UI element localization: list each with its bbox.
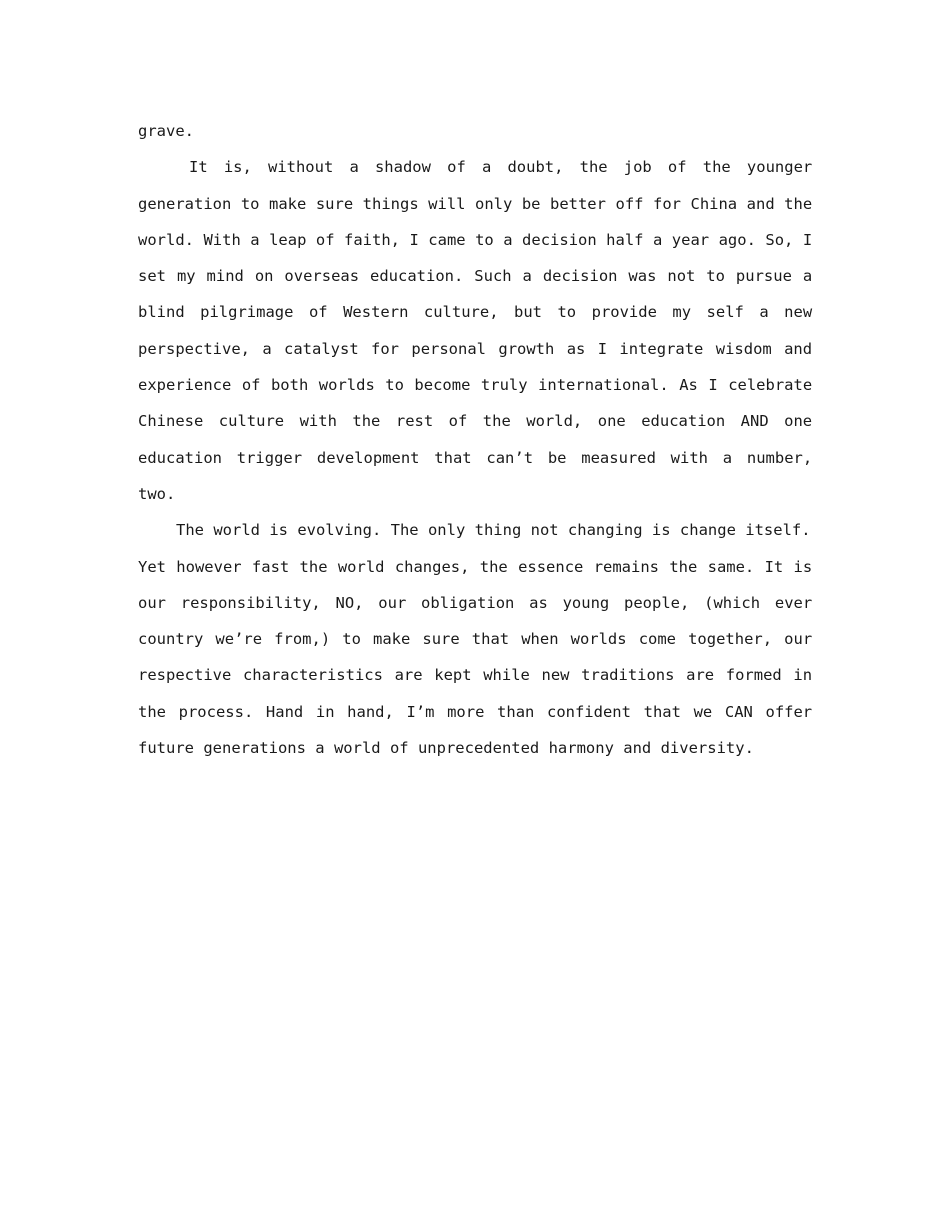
- text-line: the process. Hand in hand, I’m more than confident that we CAN offer: [138, 702, 813, 721]
- document-body: [138, 113, 812, 766]
- text-line: our responsibility, NO, our obligation as young people, (which ever: [138, 593, 813, 612]
- text-line: two.: [138, 484, 176, 503]
- text-line: perspective, a catalyst for personal growth as I integrate wisdom and: [138, 339, 813, 358]
- text-line: generation to make sure things will only be better off for China and the: [138, 194, 813, 213]
- text-line: respective characteristics are kept while new traditions are formed in: [138, 666, 813, 685]
- text-line: blind pilgrimage of Western culture, but to provide my self a new: [138, 303, 813, 322]
- text-line: country we’re from,) to make sure that when worlds come together, our: [138, 630, 813, 649]
- text-line: The world is evolving. The only thing not changing is change itself.: [176, 521, 811, 540]
- text-line: future generations a world of unprecedented harmony and diversity.: [138, 739, 754, 758]
- text-line: grave.: [138, 122, 194, 140]
- text-line: Chinese culture with the rest of the world, one education AND one: [138, 412, 813, 431]
- text-line: It is, without a shadow of a doubt, the job of the younger: [189, 158, 813, 177]
- text-line: education trigger development that can’t be measured with a number,: [138, 448, 813, 467]
- text-line: experience of both worlds to become truly international. As I celebrate: [138, 376, 813, 395]
- text-line: world. With a leap of faith, I came to a decision half a year ago. So, I: [138, 230, 813, 249]
- text-line: Yet however fast the world changes, the essence remains the same. It is: [138, 557, 813, 576]
- text-line: set my mind on overseas education. Such a decision was not to pursue a: [138, 267, 813, 286]
